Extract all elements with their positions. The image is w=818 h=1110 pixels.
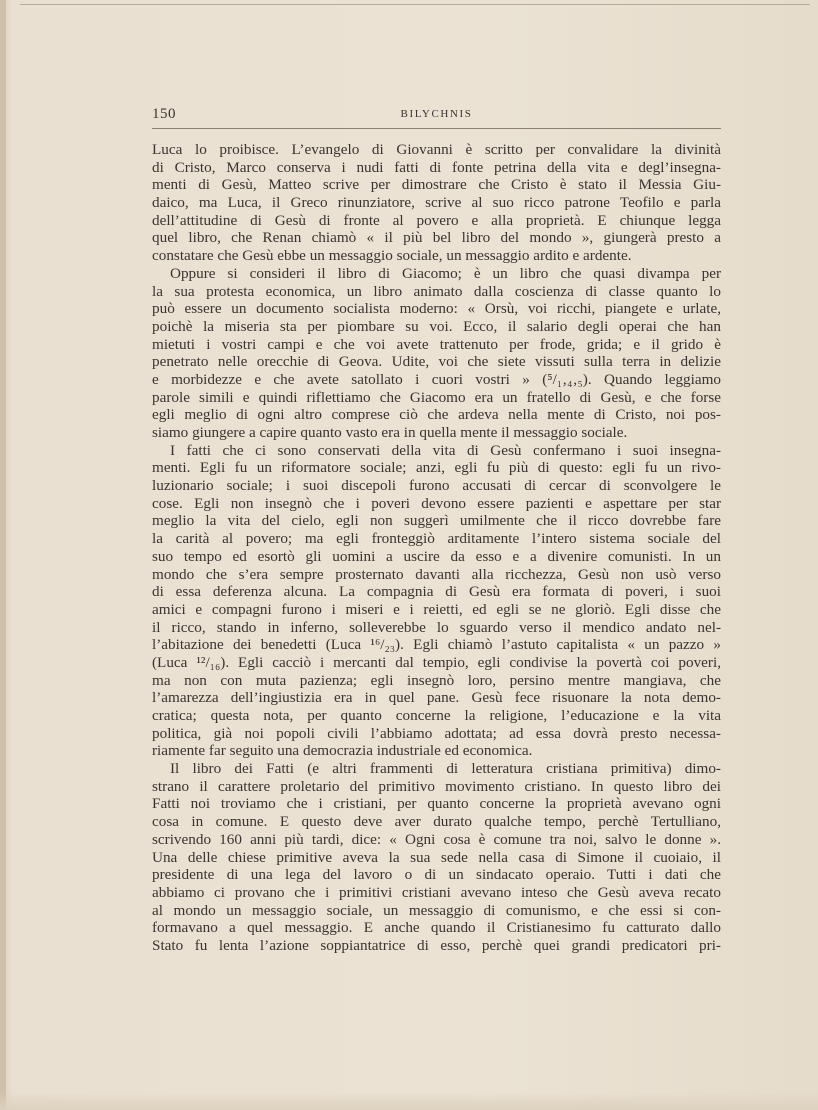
text-line: siamo giungere a capire quanto vasto era in quella mente il messaggio sociale. xyxy=(152,424,628,441)
text-line: scrivendo 160 anni più tardi, dice: « Ogni cosa è comune tra noi, salvo le donne ». xyxy=(152,830,721,848)
text-line: il ricco, stando in inferno, solleverebbe lo sguardo verso il mendico andato nel- xyxy=(152,618,721,636)
page-header xyxy=(152,106,721,128)
text-line: strano il carattere proletario del primitivo movimento cristiano. In questo libro dei xyxy=(152,777,721,795)
text-line: di Cristo, Marco conserva i nudi fatti di fonte petrina della vita e degl’insegna- xyxy=(152,158,721,176)
text-line: dell’attitudine di Gesù di fronte al povero e alla proprietà. E chiunque legga xyxy=(152,211,721,229)
text-line: constatare che Gesù ebbe un messaggio sociale, un messaggio ardito e ardente. xyxy=(152,247,632,265)
text-line: la sua protesta economica, un libro animato dalla coscienza di classe quanto lo xyxy=(152,282,721,300)
text-line: luzionario sociale; i suoi discepoli furono accusati di cercar di sconvolgere le xyxy=(152,477,721,495)
running-title: BILYCHNIS xyxy=(400,108,473,120)
text-line: poichè la miseria sta per piombare su voi. Ecco, il salario degli operai che han xyxy=(152,317,721,335)
text-line: di essa deferenza alcuna. La compagnia di Gesù era formata di poveri, i suoi xyxy=(152,583,721,601)
text-line: la carità al povero; ma egli fronteggiò arditamente l’intero sistema sociale del xyxy=(152,530,721,548)
paragraph-first-line: Il libro dei Fatti (e altri frammenti di letteratura cristiana primitiva) dimo- xyxy=(170,760,721,778)
text-line: suo tempo ed esortò gli uomini a uscire da esso e a divenire comunisti. In un xyxy=(152,547,721,565)
text-line: e morbidezze e che avete satollato i cuori vostri » (⁵/₁‚₄‚₅). Quando leggiamo xyxy=(152,370,721,388)
text-line: cose. Egli non insegnò che i poveri devono essere pazienti e aspettare per star xyxy=(152,494,721,512)
text-line: amici e compagni furono i miseri e i reietti, ed egli se ne gloriò. Egli disse che xyxy=(152,600,721,618)
text-line: parole simili e quindi riflettiamo che Giacomo era un fratello di Gesù, e che forse xyxy=(152,388,721,406)
text-line: formavano a quel messaggio. E anche quando il Cristianesimo fu catturato dallo xyxy=(152,919,721,937)
text-line: (Luca ¹²/₁₆). Egli cacciò i mercanti dal tempio, egli condivise la povertà coi poveri, xyxy=(152,653,721,671)
text-line: cosa in comune. E questo deve aver durato qualche tempo, perchè Tertulliano, xyxy=(152,813,721,831)
text-line: menti di Gesù, Matteo scrive per dimostrare che Cristo è stato il Messia Giu- xyxy=(152,176,721,194)
body-text xyxy=(152,141,721,955)
text-line: daico, ma Luca, il Greco rinunziatore, scrive al suo ricco patrone Teofilo e parla xyxy=(152,194,721,212)
header-rule xyxy=(152,128,721,129)
text-line: al mondo un messaggio sociale, un messaggio di comunismo, e che essi si con- xyxy=(152,901,721,919)
text-line: cratica; questa nota, per quanto concerne la religione, l’educazione e la vita xyxy=(152,707,721,724)
text-line: quel libro, che Renan chiamò « il più bel libro del mondo », giungerà presto a xyxy=(152,229,721,247)
text-line: abbiamo ci provano che i primitivi cristiani avevano inteso che Gesù aveva recato xyxy=(152,883,721,901)
text-line: Una delle chiese primitive aveva la sua sede nella casa di Simone il cuoiaio, il xyxy=(152,848,721,866)
text-line: menti. Egli fu un riformatore sociale; anzi, egli fu più di questo: egli fu un rivo- xyxy=(152,459,721,477)
text-line: l’abitazione dei benedetti (Luca ¹⁶/₂₃). Egli chiamò l’astuto capitalista « un pazzo » xyxy=(152,636,721,654)
text-line: Luca lo proibisce. L’evangelo di Giovanni è scritto per convalidare la divinità xyxy=(152,141,721,158)
paragraph-first-line: Oppure si consideri il libro di Giacomo; è un libro che quasi divampa per xyxy=(170,264,721,282)
text-line: Stato fu lenta l’azione soppiantatrice di esso, perchè quei grandi predicatori pri- xyxy=(152,936,721,954)
text-line: può essere un documento socialista moderno: « Orsù, voi ricchi, piangete e urlate, xyxy=(152,300,721,318)
text-line: politica, già noi popoli civili l’abbiamo adottata; ad essa dovrà presto necessa- xyxy=(152,724,721,742)
text-line: riamente far seguito una democrazia industriale ed economica. xyxy=(152,742,533,760)
text-line: penetrato nelle orecchie di Geova. Udite, voi che siete vissuti sulla terra in delizie xyxy=(152,353,721,371)
text-line: Fatti noi troviamo che i cristiani, per quanto concerne la proprietà avevano ogni xyxy=(152,795,721,813)
text-line: l’amarezza dell’ingiustizia era in quel pane. Gesù fece risuonare la nota demo- xyxy=(152,689,721,707)
page-gutter-shadow xyxy=(0,0,6,1110)
page-bottom-shade xyxy=(0,1092,818,1110)
text-line: presidente di una lega del lavoro o di un sindacato operaio. Tutti i dati che xyxy=(152,866,721,884)
text-line: meglio la vita del cielo, egli non suggerì umilmente che il ricco dovrebbe fare xyxy=(152,512,721,530)
text-line: ma non con muta pazienza; egli insegnò loro, persino mentre mangiava, che xyxy=(152,671,721,689)
text-line: mondo che s’era sempre prosternato davanti alla ricchezza, Gesù non usò verso xyxy=(152,565,721,583)
top-border-rule xyxy=(20,4,810,5)
paragraph-first-line: I fatti che ci sono conservati della vita di Gesù confermano i suoi insegna- xyxy=(170,441,721,459)
text-line: mietuti i vostri campi e che voi avete trattenuto per frode, grida; e il grido è xyxy=(152,335,721,353)
page-number: 150 xyxy=(152,106,176,122)
text-line: egli meglio di ogni altro comprese ciò che ardeva nella mente di Cristo, noi pos- xyxy=(152,406,721,424)
